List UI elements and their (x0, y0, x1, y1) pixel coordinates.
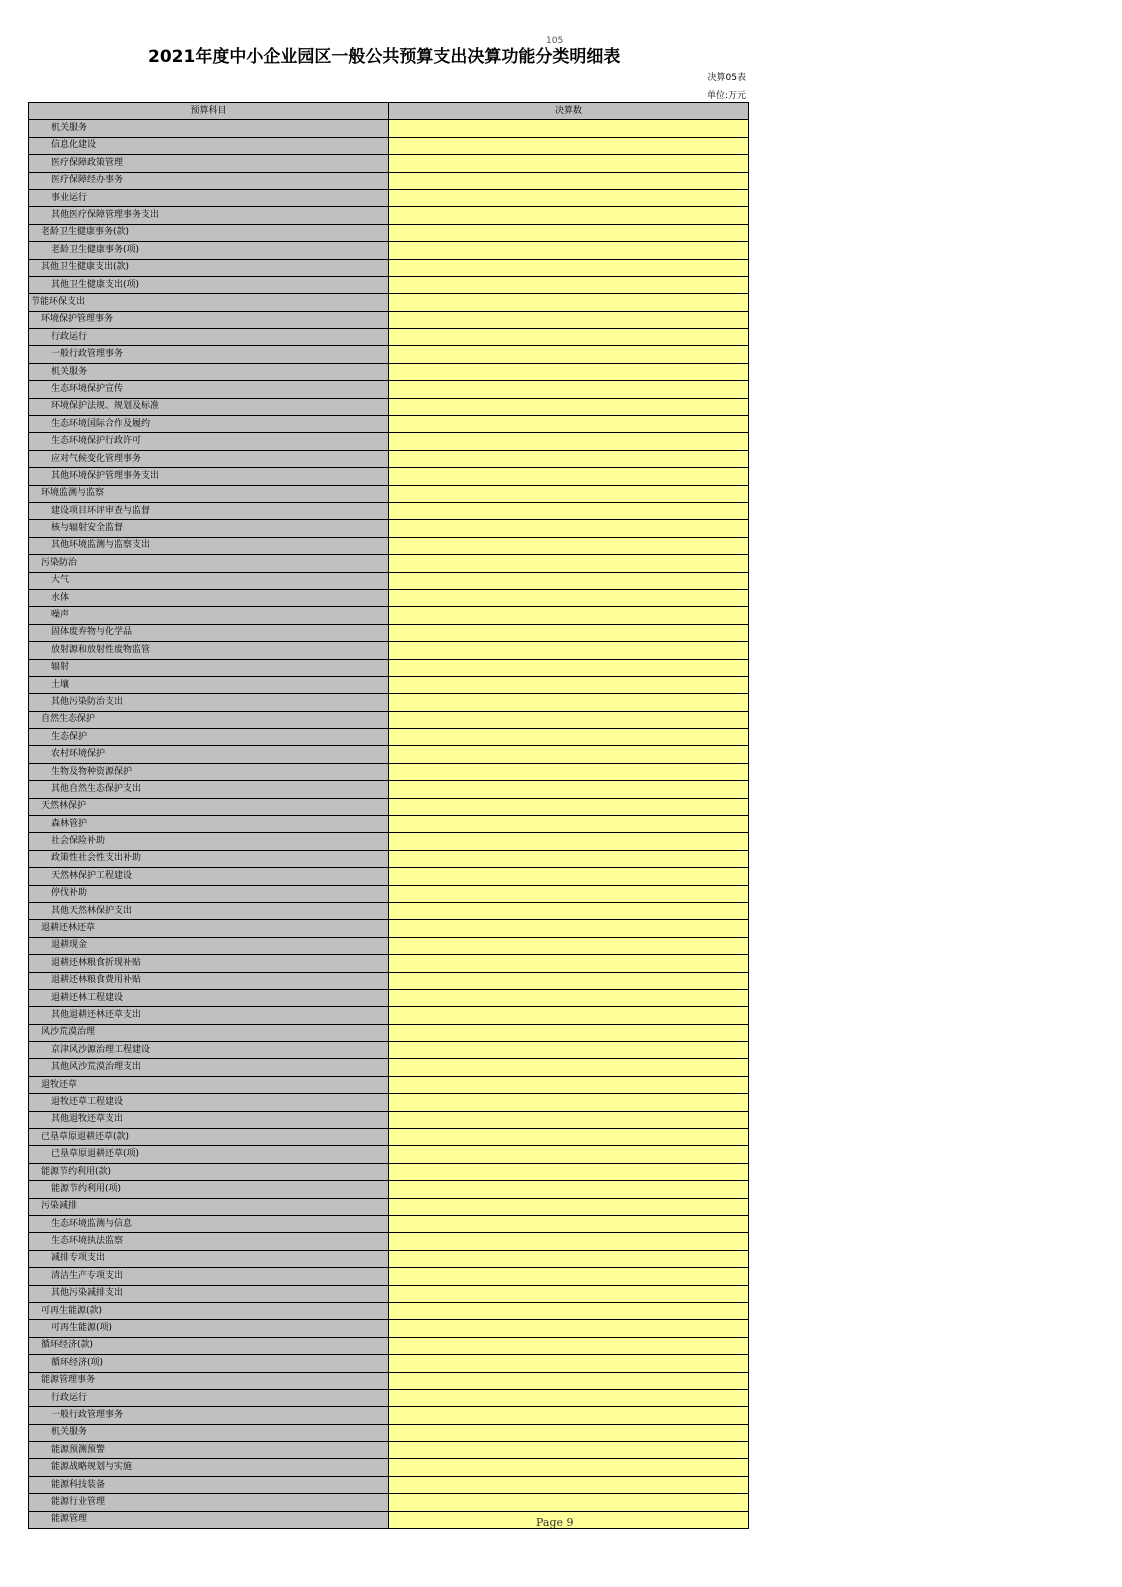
table-row (29, 1511, 749, 1528)
final-amount-cell[interactable] (389, 589, 749, 606)
budget-subject-cell: 退耕还林还草 (29, 920, 389, 937)
budget-subject-cell: 能源行业管理 (29, 1494, 389, 1511)
table-row (29, 381, 749, 398)
budget-subject-cell: 其他风沙荒漠治理支出 (29, 1059, 389, 1076)
budget-subject-cell: 环境监测与监察 (29, 485, 389, 502)
header-final-amount: 决算数 (389, 103, 749, 120)
final-amount-cell[interactable] (389, 120, 749, 137)
table-row (29, 1198, 749, 1215)
final-amount-cell[interactable] (389, 694, 749, 711)
budget-subject-cell: 一般行政管理事务 (29, 346, 389, 363)
budget-subject-cell: 退耕还林工程建设 (29, 989, 389, 1006)
final-amount-cell[interactable] (389, 902, 749, 919)
budget-subject-cell: 生态环境监测与信息 (29, 1216, 389, 1233)
final-amount-cell[interactable] (389, 1389, 749, 1406)
budget-subject-cell: 其他卫生健康支出(款) (29, 259, 389, 276)
final-amount-cell[interactable] (389, 1337, 749, 1354)
final-amount-cell[interactable] (389, 1302, 749, 1319)
budget-subject-cell: 环境保护法规、规划及标准 (29, 398, 389, 415)
table-row (29, 294, 749, 311)
table-row (29, 450, 749, 467)
table-row (29, 816, 749, 833)
table-row (29, 1302, 749, 1319)
table-row (29, 1111, 749, 1128)
final-amount-cell[interactable] (389, 1216, 749, 1233)
final-amount-cell[interactable] (389, 1476, 749, 1493)
budget-subject-cell: 辐射 (29, 659, 389, 676)
budget-subject-cell: 森林管护 (29, 816, 389, 833)
final-amount-cell[interactable] (389, 1163, 749, 1180)
budget-subject-cell: 一般行政管理事务 (29, 1407, 389, 1424)
table-row (29, 1181, 749, 1198)
budget-subject-cell: 天然林保护 (29, 798, 389, 815)
table-row (29, 224, 749, 241)
final-amount-cell[interactable] (389, 450, 749, 467)
table-row (29, 207, 749, 224)
budget-subject-cell: 社会保险补助 (29, 833, 389, 850)
final-amount-cell[interactable] (389, 868, 749, 885)
budget-subject-cell: 能源管理事务 (29, 1372, 389, 1389)
final-amount-cell[interactable] (389, 502, 749, 519)
final-amount-cell[interactable] (389, 346, 749, 363)
table-row (29, 937, 749, 954)
table-row (29, 1389, 749, 1406)
final-amount-cell[interactable] (389, 398, 749, 415)
final-amount-cell[interactable] (389, 329, 749, 346)
table-row (29, 1372, 749, 1389)
final-amount-cell[interactable] (389, 781, 749, 798)
final-amount-cell[interactable] (389, 242, 749, 259)
table-row (29, 989, 749, 1006)
budget-subject-cell: 节能环保支出 (29, 294, 389, 311)
final-amount-cell[interactable] (389, 833, 749, 850)
table-row (29, 1337, 749, 1354)
budget-subject-cell: 清洁生产专项支出 (29, 1268, 389, 1285)
table-row (29, 120, 749, 137)
table-row (29, 850, 749, 867)
table-row (29, 1407, 749, 1424)
budget-subject-cell: 其他退牧还草支出 (29, 1111, 389, 1128)
budget-subject-cell: 老龄卫生健康事务(项) (29, 242, 389, 259)
budget-subject-cell: 机关服务 (29, 1424, 389, 1441)
final-amount-cell[interactable] (389, 659, 749, 676)
budget-subject-cell: 自然生态保护 (29, 711, 389, 728)
document-title: 2021年度中小企业园区一般公共预算支出决算功能分类明细表 (148, 47, 621, 67)
budget-subject-cell: 能源节约利用(款) (29, 1163, 389, 1180)
table-row (29, 555, 749, 572)
table-row (29, 363, 749, 380)
table-row (29, 1024, 749, 1041)
final-amount-cell[interactable] (389, 1355, 749, 1372)
budget-subject-cell: 减排专项支出 (29, 1250, 389, 1267)
table-row (29, 242, 749, 259)
budget-subject-cell: 其他污染防治支出 (29, 694, 389, 711)
final-amount-cell[interactable] (389, 885, 749, 902)
table-row (29, 1042, 749, 1059)
final-amount-cell[interactable] (389, 311, 749, 328)
budget-subject-cell: 噪声 (29, 607, 389, 624)
final-amount-cell[interactable] (389, 1129, 749, 1146)
final-amount-cell[interactable] (389, 1007, 749, 1024)
table-row (29, 1076, 749, 1093)
table-body (29, 120, 749, 1529)
final-amount-cell[interactable] (389, 1424, 749, 1441)
budget-subject-cell: 污染减排 (29, 1198, 389, 1215)
budget-subject-cell: 循环经济(项) (29, 1355, 389, 1372)
budget-subject-cell: 其他退耕还林还草支出 (29, 1007, 389, 1024)
final-amount-cell[interactable] (389, 1233, 749, 1250)
budget-subject-cell: 环境保护管理事务 (29, 311, 389, 328)
table-row (29, 955, 749, 972)
budget-subject-cell: 其他环境保护管理事务支出 (29, 468, 389, 485)
budget-subject-cell: 农村环境保护 (29, 746, 389, 763)
final-amount-cell[interactable] (389, 1320, 749, 1337)
final-amount-cell[interactable] (389, 1494, 749, 1511)
table-row (29, 676, 749, 693)
table-row (29, 189, 749, 206)
budget-subject-cell: 放射源和放射性废物监管 (29, 642, 389, 659)
table-row (29, 137, 749, 154)
budget-subject-cell: 能源预测预警 (29, 1442, 389, 1459)
table-row (29, 1494, 749, 1511)
table-row (29, 502, 749, 519)
table-row (29, 520, 749, 537)
table-row (29, 763, 749, 780)
budget-subject-cell: 退牧还草 (29, 1076, 389, 1093)
table-row (29, 729, 749, 746)
budget-subject-cell: 机关服务 (29, 363, 389, 380)
final-amount-cell[interactable] (389, 363, 749, 380)
table-row (29, 1129, 749, 1146)
final-amount-cell[interactable] (389, 1059, 749, 1076)
final-amount-cell[interactable] (389, 1442, 749, 1459)
table-row (29, 868, 749, 885)
final-amount-cell[interactable] (389, 798, 749, 815)
budget-subject-cell: 事业运行 (29, 189, 389, 206)
budget-subject-cell: 信息化建设 (29, 137, 389, 154)
final-amount-cell[interactable] (389, 816, 749, 833)
budget-subject-cell: 退耕还林粮食折现补贴 (29, 955, 389, 972)
table-row (29, 972, 749, 989)
budget-subject-cell: 天然林保护工程建设 (29, 868, 389, 885)
form-code: 决算05表 (707, 73, 746, 83)
final-amount-cell[interactable] (389, 1372, 749, 1389)
budget-subject-cell: 固体废弃物与化学品 (29, 624, 389, 641)
final-amount-cell[interactable] (389, 294, 749, 311)
table-row (29, 833, 749, 850)
table-row (29, 1216, 749, 1233)
final-amount-cell[interactable] (389, 642, 749, 659)
final-amount-cell[interactable] (389, 972, 749, 989)
budget-subject-cell: 老龄卫生健康事务(款) (29, 224, 389, 241)
budget-subject-cell: 生态环境保护行政许可 (29, 433, 389, 450)
budget-subject-cell: 其他卫生健康支出(项) (29, 276, 389, 293)
table-row (29, 1146, 749, 1163)
final-amount-cell[interactable] (389, 729, 749, 746)
table-row (29, 1285, 749, 1302)
budget-subject-cell: 京津风沙源治理工程建设 (29, 1042, 389, 1059)
budget-subject-cell: 其他医疗保障管理事务支出 (29, 207, 389, 224)
table-row (29, 1476, 749, 1493)
final-amount-cell[interactable] (389, 416, 749, 433)
budget-subject-cell: 医疗保障政策管理 (29, 155, 389, 172)
table-row (29, 276, 749, 293)
budget-subject-cell: 退牧还草工程建设 (29, 1094, 389, 1111)
final-amount-cell[interactable] (389, 920, 749, 937)
table-row (29, 1163, 749, 1180)
final-amount-cell[interactable] (389, 1024, 749, 1041)
budget-subject-cell: 能源战略规划与实施 (29, 1459, 389, 1476)
budget-subject-cell: 核与辐射安全监督 (29, 520, 389, 537)
final-amount-cell[interactable] (389, 1111, 749, 1128)
table-row (29, 1355, 749, 1372)
table-row (29, 1059, 749, 1076)
budget-subject-cell: 退耕还林粮食费用补贴 (29, 972, 389, 989)
table-row (29, 607, 749, 624)
final-amount-cell[interactable] (389, 937, 749, 954)
budget-subject-cell: 行政运行 (29, 329, 389, 346)
budget-subject-cell: 生态环境保护宣传 (29, 381, 389, 398)
final-amount-cell[interactable] (389, 1198, 749, 1215)
table-row (29, 624, 749, 641)
final-amount-cell[interactable] (389, 1407, 749, 1424)
table-row (29, 1442, 749, 1459)
final-amount-cell[interactable] (389, 520, 749, 537)
final-amount-cell[interactable] (389, 189, 749, 206)
budget-subject-cell: 停伐补助 (29, 885, 389, 902)
budget-subject-cell: 可再生能源(款) (29, 1302, 389, 1319)
final-amount-cell[interactable] (389, 1146, 749, 1163)
budget-subject-cell: 生态环境国际合作及履约 (29, 416, 389, 433)
table-row (29, 920, 749, 937)
budget-subject-cell: 能源管理 (29, 1511, 389, 1528)
table-row (29, 572, 749, 589)
table-row (29, 781, 749, 798)
table-row (29, 1007, 749, 1024)
table-row (29, 468, 749, 485)
final-amount-cell[interactable] (389, 155, 749, 172)
budget-subject-cell: 退耕现金 (29, 937, 389, 954)
page-number-top: 105 (546, 36, 564, 46)
final-amount-cell[interactable] (389, 1076, 749, 1093)
final-amount-cell[interactable] (389, 381, 749, 398)
final-amount-cell[interactable] (389, 259, 749, 276)
table-row (29, 416, 749, 433)
table-row (29, 346, 749, 363)
budget-subject-cell: 污染防治 (29, 555, 389, 572)
table-row (29, 589, 749, 606)
budget-subject-cell: 能源节约利用(项) (29, 1181, 389, 1198)
final-amount-cell[interactable] (389, 607, 749, 624)
table-row (29, 485, 749, 502)
table-row (29, 1268, 749, 1285)
table-row (29, 659, 749, 676)
budget-subject-cell: 政策性社会性支出补助 (29, 850, 389, 867)
budget-subject-cell: 能源科技装备 (29, 1476, 389, 1493)
final-amount-cell[interactable] (389, 1042, 749, 1059)
budget-subject-cell: 生物及物种资源保护 (29, 763, 389, 780)
table-row (29, 311, 749, 328)
budget-subject-cell: 已垦草原退耕还草(项) (29, 1146, 389, 1163)
final-amount-cell[interactable] (389, 207, 749, 224)
budget-subject-cell: 可再生能源(项) (29, 1320, 389, 1337)
final-amount-cell[interactable] (389, 555, 749, 572)
final-amount-cell[interactable] (389, 989, 749, 1006)
final-amount-cell[interactable] (389, 433, 749, 450)
table-row (29, 642, 749, 659)
final-amount-cell[interactable] (389, 624, 749, 641)
final-amount-cell[interactable] (389, 276, 749, 293)
budget-subject-cell: 应对气候变化管理事务 (29, 450, 389, 467)
table-row (29, 1233, 749, 1250)
budget-subject-cell: 其他天然林保护支出 (29, 902, 389, 919)
table-row (29, 694, 749, 711)
budget-subject-cell: 生态保护 (29, 729, 389, 746)
final-amount-cell[interactable] (389, 955, 749, 972)
budget-subject-cell: 风沙荒漠治理 (29, 1024, 389, 1041)
table-row (29, 259, 749, 276)
table-row (29, 902, 749, 919)
table-row (29, 711, 749, 728)
final-amount-cell[interactable] (389, 137, 749, 154)
budget-subject-cell: 大气 (29, 572, 389, 589)
header-budget-subject: 预算科目 (29, 103, 389, 120)
table-row (29, 1459, 749, 1476)
final-amount-cell[interactable] (389, 1285, 749, 1302)
final-amount-cell[interactable] (389, 537, 749, 554)
budget-subject-cell: 其他污染减排支出 (29, 1285, 389, 1302)
final-amount-cell[interactable] (389, 763, 749, 780)
table-row (29, 885, 749, 902)
budget-subject-cell: 行政运行 (29, 1389, 389, 1406)
final-amount-cell[interactable] (389, 1268, 749, 1285)
budget-subject-cell: 建设项目环评审查与监督 (29, 502, 389, 519)
final-amount-cell[interactable] (389, 468, 749, 485)
budget-subject-cell: 生态环境执法监察 (29, 1233, 389, 1250)
table-header-row (29, 103, 749, 120)
unit-label: 单位:万元 (706, 91, 746, 101)
table-row (29, 398, 749, 415)
table-row (29, 746, 749, 763)
budget-subject-cell: 水体 (29, 589, 389, 606)
final-amount-cell[interactable] (389, 1094, 749, 1111)
final-amount-cell[interactable] (389, 850, 749, 867)
table-row (29, 798, 749, 815)
final-amount-cell[interactable] (389, 172, 749, 189)
budget-subject-cell: 机关服务 (29, 120, 389, 137)
final-amount-cell[interactable] (389, 1459, 749, 1476)
budget-subject-cell: 其他环境监测与监察支出 (29, 537, 389, 554)
table-row (29, 537, 749, 554)
final-amount-cell[interactable] (389, 572, 749, 589)
budget-subject-cell: 其他自然生态保护支出 (29, 781, 389, 798)
budget-table (28, 102, 749, 1529)
table-row (29, 172, 749, 189)
table-row (29, 1250, 749, 1267)
final-amount-cell[interactable] (389, 676, 749, 693)
final-amount-cell[interactable] (389, 1181, 749, 1198)
budget-subject-cell: 已垦草原退耕还草(款) (29, 1129, 389, 1146)
table-row (29, 1320, 749, 1337)
table-row (29, 155, 749, 172)
final-amount-cell[interactable] (389, 224, 749, 241)
budget-subject-cell: 土壤 (29, 676, 389, 693)
table-row (29, 329, 749, 346)
table-row (29, 1094, 749, 1111)
final-amount-cell[interactable] (389, 485, 749, 502)
final-amount-cell[interactable] (389, 711, 749, 728)
final-amount-cell[interactable] (389, 1250, 749, 1267)
budget-subject-cell: 医疗保障经办事务 (29, 172, 389, 189)
page-footer: Page 9 (536, 1516, 574, 1529)
table-row (29, 433, 749, 450)
table-row (29, 1424, 749, 1441)
final-amount-cell[interactable] (389, 746, 749, 763)
budget-subject-cell: 循环经济(款) (29, 1337, 389, 1354)
